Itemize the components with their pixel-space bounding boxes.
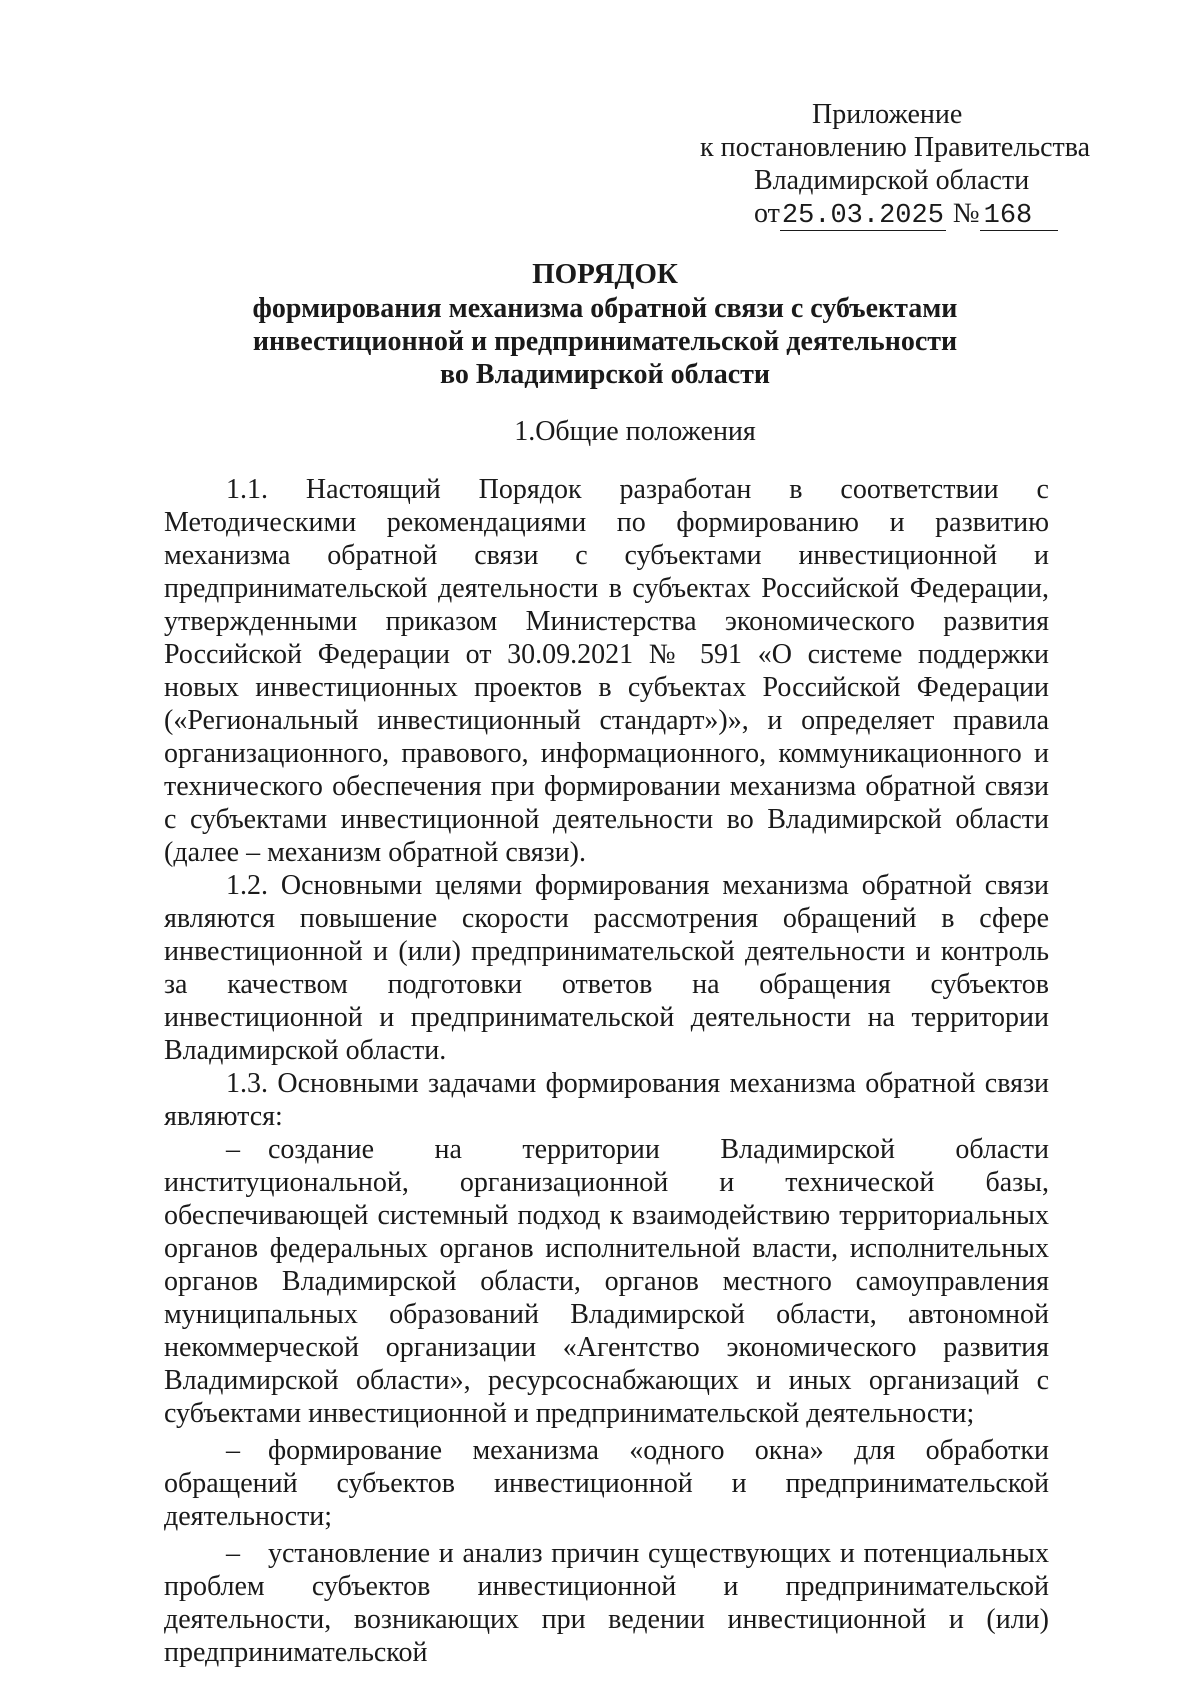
- list-dash: –: [226, 1134, 240, 1165]
- paragraph-1-1: 1.1. Настоящий Порядок разработан в соответствии с Методическими рекомендациями по формированию и развитию механизма обратной связи с субъектами инвестиционной и предпринимательской деятельности в субъектах Российской Федерации, утвержденными приказом Министерства экономического развития Российской Федерации от 30.09.2021 № 591 «О системе поддержки новых инвестиционных проектов в субъектах Российской Федерации («Региональный инвестиционный стандарт»)», и определяет правила организационного, правового, информационного, коммуникационного и технического обеспечения при формировании механизма обратной связи с субъектами инвестиционной деятельности во Владимирской области (далее – механизм обратной связи).: [164, 474, 1049, 868]
- document-title: [160, 258, 1050, 391]
- paragraph-1-2: 1.2. Основными целями формирования механизма обратной связи являются повышение скорости рассмотрения обращений в сфере инвестиционной и (или) предпринимательской деятельности и контроль за качеством подготовки ответов на обращения субъектов инвестиционной и предпринимательской деятельности на территории Владимирской области.: [164, 870, 1049, 1066]
- list-dash: –: [226, 1435, 240, 1466]
- list-item: [164, 1434, 1049, 1533]
- title-main: ПОРЯДОК: [532, 258, 678, 290]
- document-number: 168: [980, 202, 1058, 231]
- list-dash: –: [226, 1538, 240, 1569]
- attachment-date-line: [700, 197, 1100, 231]
- title-sub-1: формирования механизма обратной связи с субъектами: [252, 293, 958, 324]
- document-date: 25.03.2025: [781, 201, 944, 231]
- attachment-line-3: Владимирской области: [754, 165, 1030, 196]
- attachment-header: [700, 98, 1100, 231]
- document-body: [164, 473, 1049, 1669]
- number-prefix: №: [952, 198, 980, 229]
- list-item-text: установление и анализ причин существующих и потенциальных проблем субъектов инвестиционной и предпринимательской деятельности, возникающих при ведении инвестиционной и (или) предпринимательской: [164, 1538, 1049, 1668]
- list-item: [164, 1133, 1049, 1430]
- date-prefix: от: [754, 198, 780, 229]
- attachment-line-1: Приложение: [812, 99, 963, 130]
- title-sub-3: во Владимирской области: [439, 359, 771, 390]
- list-item: [164, 1537, 1049, 1669]
- attachment-line-2: к постановлению Правительства: [700, 132, 1091, 163]
- paragraph-1-3: 1.3. Основными задачами формирования механизма обратной связи являются:: [164, 1068, 1049, 1132]
- section-heading: 1.Общие положения: [514, 416, 756, 447]
- list-item-text: создание на территории Владимирской области институциональной, организационной и технической базы, обеспечивающей системный подход к взаимодействию территориальных органов федеральных органов исполнительной власти, исполнительных органов Владимирской области, органов местного самоуправления муниципальных образований Владимирской области, автономной некоммерческой организации «Агентство экономического развития Владимирской области», ресурсоснабжающих и иных организаций с субъектами инвестиционной и предпринимательской деятельности;: [164, 1134, 1049, 1429]
- title-sub-2: инвестиционной и предпринимательской деятельности: [252, 326, 958, 357]
- list-item-text: формирование механизма «одного окна» для обработки обращений субъектов инвестиционной и предпринимательской деятельности;: [164, 1435, 1049, 1532]
